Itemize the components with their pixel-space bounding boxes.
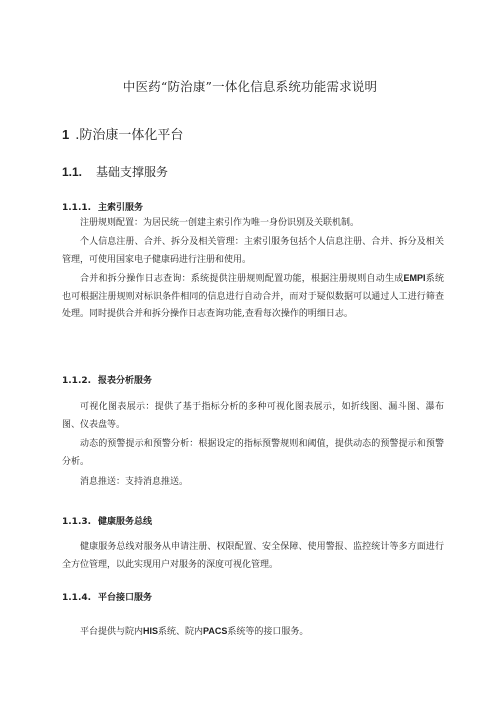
subsection-number: 1.1.3. [62,517,92,527]
section-number: 1 [62,127,70,142]
subsection-heading-1-1-3 [62,514,152,527]
paragraph: 健康服务总线对服务从申请注册、权限配置、安全保障、使用警报、监控统计等多方面进行全方位管理，以此实现用户对服务的深度可视化管理。 [62,542,444,570]
section-label: 基础支撑服务 [96,165,169,179]
subsection-label: 主索引服务 [98,203,144,213]
section-label: .防治康一体化平台 [75,128,184,143]
paragraph-text: 系统也可根据注册规则对标识条件相同的信息进行自动合并，而对于疑似数据可以通过人工进行筛查处理。同时提供合并和拆分操作日志查询功能,查看每次操作的明细日志。 [62,274,444,319]
paragraph [62,270,444,324]
paragraph-text: 系统等的接口服务。 [227,627,309,637]
subsection-heading-1-1-4 [62,590,152,603]
subsection-number: 1.1.2. [62,376,92,386]
subsection-label: 平台接口服务 [98,593,153,603]
section-heading-1 [62,124,183,143]
paragraph-bold-text: PACS [203,626,228,636]
paragraph-bold-text: HIS [143,626,159,636]
subsection-label: 健康服务总线 [98,517,153,527]
paragraph-text: 合并和拆分操作日志查询：系统提供注册规则配置功能，根据注册规则自动生成 [80,274,404,284]
paragraph-text: 系统、院内 [158,627,204,637]
paragraph: 注册规则配置：为居民统一创建主索引作为唯一身份识别及关联机制。 [80,218,360,228]
paragraph [62,623,444,642]
paragraph-text: 平台提供与院内 [80,627,144,637]
paragraph-bold-text: EMPI [403,273,426,283]
subsection-number: 1.1.1. [62,203,92,213]
document-title: 中医药“防治康”一体化信息系统功能需求说明 [122,79,378,94]
subsection-number: 1.1.4. [62,593,92,603]
paragraph: 消息推送：支持消息推送。 [80,477,189,487]
subsection-label: 报表分析服务 [98,376,153,386]
paragraph: 个人信息注册、合并、拆分及相关管理：主索引服务包括个人信息注册、合并、拆分及相关管理，可使用国家电子健康码进行注册和使用。 [62,237,444,265]
paragraph: 可视化图表展示：提供了基于指标分析的多种可视化图表展示，如折线图、漏斗图、瀑布图、仪表盘等。 [62,402,444,430]
section-number: 1.1. [62,165,83,179]
subsection-heading-1-1-1 [62,200,143,213]
paragraph: 动态的预警提示和预警分析：根据设定的指标预警规则和阈值，提供动态的预警提示和预警分析。 [62,439,444,467]
subsection-heading-1-1-2 [62,373,152,386]
section-heading-1-1 [62,163,168,180]
